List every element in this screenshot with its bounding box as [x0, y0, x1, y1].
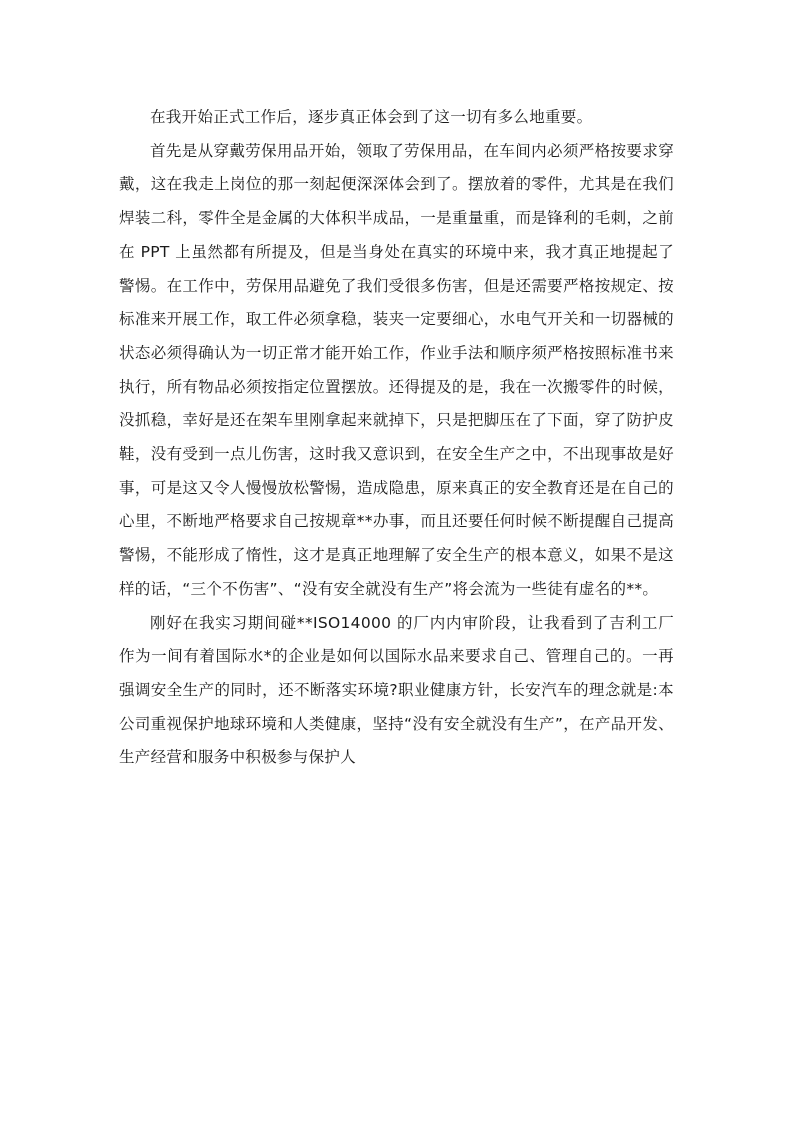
- paragraph-2: 首先是从穿戴劳保用品开始，领取了劳保用品，在车间内必须严格按要求穿戴，这在我走上岗位的那一刻起便深深体会到了。摆放着的零件，尤其是在我们焊装二科，零件全是金属的大体积半成品，一是重量重，而是锋利的毛刺，之前在 PPT 上虽然都有所提及，但是当身处在真实的环境中来，我才真正地提起了警惕。在工作中，劳保用品避免了我们受很多伤害，但是还需要严格按规定、按标准来开展工作，取工件必须拿稳，装夹一定要细心，水电气开关和一切器械的状态必须得确认为一切正常才能开始工作，作业手法和顺序须严格按照标准书来执行，所有物品必须按指定位置摆放。还得提及的是，我在一次搬零件的时候，没抓稳，幸好是还在架车里刚拿起来就掉下，只是把脚压在了下面，穿了防护皮鞋，没有受到一点儿伤害，这时我又意识到，在安全生产之中，不出现事故是好事，可是这又令人慢慢放松警惕，造成隐患，原来真正的安全教育还是在自己的心里，不断地严格要求自己按规章**办事，而且还要任何时候不断提醒自己提高警惕，不能形成了惰性，这才是真正地理解了安全生产的根本意义，如果不是这样的话，“三个不伤害”、“没有安全就没有生产”将会流为一些徒有虚名的**。: [119, 141, 674, 598]
- paragraph-1: 在我开始正式工作后，逐步真正体会到了这一切有多么地重要。: [150, 108, 593, 126]
- document-body: [119, 101, 674, 775]
- paragraph-3: 刚好在我实习期间碰**ISO14000 的厂内内审阶段，让我看到了吉利工厂作为一间有着国际水*的企业是如何以国际水品来要求自己、管理自己的。一再强调安全生产的同时，还不断落实环境?职业健康方针，长安汽车的理念就是:本公司重视保护地球环境和人类健康，坚持“没有安全就没有生产”，在产品开发、生产经营和服务中积极参与保护人: [119, 613, 674, 767]
